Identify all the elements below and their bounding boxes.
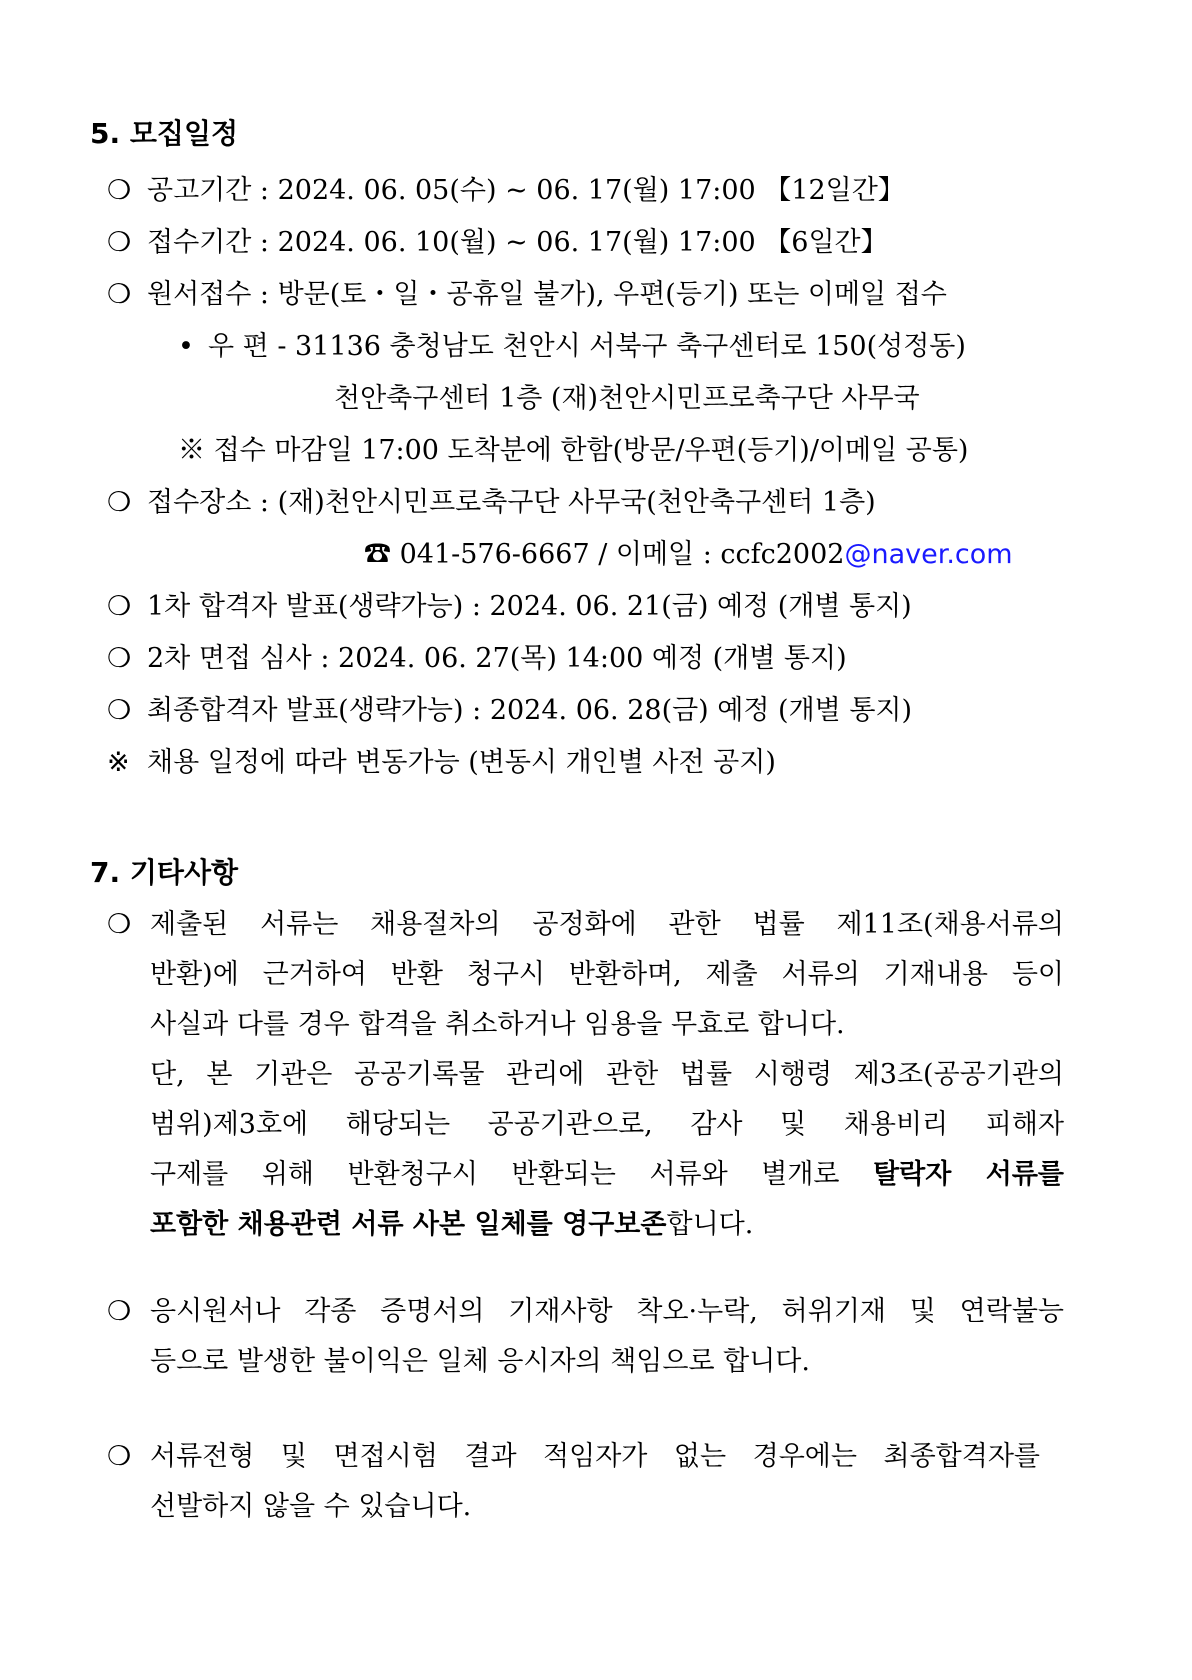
circle-bullet-icon: ❍ — [107, 643, 132, 674]
circle-bullet-icon: ❍ — [107, 227, 132, 258]
para1-line-7 — [150, 1200, 1064, 1250]
contact-line — [364, 538, 1013, 572]
schedule-change-note — [107, 746, 776, 780]
section-5-title: 5. 모집일정 — [90, 117, 239, 150]
para1-line-4: 단, 본 기관은 공공기록물 관리에 관한 법률 시행령 제3조(공공기관의 — [150, 1059, 1064, 1090]
schedule-item-venue — [107, 486, 876, 520]
item-text: 1차 합격자 발표(생략가능) : 2024. 06. 21(금) 예정 (개별 통지) — [147, 591, 912, 622]
para1-line-7-normal: 합니다. — [666, 1209, 754, 1240]
para1-line-7-bold: 포함한 채용관련 서류 사본 일체를 영구보존 — [150, 1209, 667, 1240]
schedule-item-interview — [107, 642, 847, 676]
schedule-item-first-result — [107, 590, 912, 624]
contact-text: 041-576-6667 / 이메일 : ccfc2002 — [399, 539, 845, 570]
circle-bullet-icon: ❍ — [107, 909, 132, 940]
phone-icon: ☎ — [364, 539, 391, 570]
item-text: 채용 일정에 따라 변동가능 (변동시 개인별 사전 공지) — [147, 747, 776, 778]
schedule-item-application-method — [107, 278, 947, 312]
item-text: 접수장소 : (재)천안시민프로축구단 사무국(천안축구센터 1층) — [147, 487, 876, 518]
para2-line-2: 등으로 발생한 불이익은 일체 응시자의 책임으로 합니다. — [150, 1346, 810, 1377]
schedule-item-final-result — [107, 694, 912, 728]
circle-bullet-icon: ❍ — [107, 279, 132, 310]
para2-line-1: 응시원서나 각종 증명서의 기재사항 착오·누락, 허위기재 및 연락불능 — [150, 1296, 1064, 1327]
schedule-item-notice-period — [107, 174, 905, 208]
deadline-note: ※ 접수 마감일 17:00 도착분에 한함(방문/우편(등기)/이메일 공통) — [178, 435, 969, 466]
para3-line-2: 선발하지 않을 수 있습니다. — [150, 1491, 472, 1522]
item-text: 공고기간 : 2024. 06. 05(수) ~ 06. 17(월) 17:00 【12일간】 — [147, 175, 905, 206]
item-text: 접수기간 : 2024. 06. 10(월) ~ 06. 17(월) 17:00 【6일간】 — [147, 227, 888, 258]
item-text: 최종합격자 발표(생략가능) : 2024. 06. 28(금) 예정 (개별 통지) — [147, 695, 913, 726]
para1-line-6 — [150, 1150, 1064, 1200]
section-7-title: 7. 기타사항 — [90, 856, 239, 889]
circle-bullet-icon: ❍ — [107, 1441, 132, 1472]
para3-line-1: 서류전형 및 면접시험 결과 적임자가 없는 경우에는 최종합격자를 — [150, 1441, 1040, 1472]
circle-bullet-icon: ❍ — [107, 1296, 132, 1327]
mail-address-line-2: 천안축구센터 1층 (재)천안시민프로축구단 사무국 — [334, 383, 920, 414]
dot-bullet-icon: • — [178, 331, 194, 362]
para1-line-3: 사실과 다를 경우 합격을 취소하거나 임용을 무효로 합니다. — [150, 1009, 845, 1040]
mail-address-line-1 — [178, 330, 966, 364]
para1-line-2: 반환)에 근거하여 반환 청구시 반환하며, 제출 서류의 기재내용 등이 — [150, 959, 1064, 990]
mail-address-text: 우 편 - 31136 충청남도 천안시 서북구 축구센터로 150(성정동) — [208, 331, 966, 362]
circle-bullet-icon: ❍ — [107, 175, 132, 206]
schedule-item-application-period — [107, 226, 888, 260]
circle-bullet-icon: ❍ — [107, 591, 132, 622]
item-text: 원서접수 : 방문(토・일・공휴일 불가), 우편(등기) 또는 이메일 접수 — [147, 279, 947, 310]
para1-line-6-normal: 구제를 위해 반환청구시 반환되는 서류와 별개로 — [150, 1159, 840, 1190]
circle-bullet-icon: ❍ — [107, 695, 132, 726]
item-text: 2차 면접 심사 : 2024. 06. 27(목) 14:00 예정 (개별 통지) — [147, 643, 847, 674]
para1-line-5: 범위)제3호에 해당되는 공공기관으로, 감사 및 채용비리 피해자 — [150, 1109, 1064, 1140]
para1-line-1: 제출된 서류는 채용절차의 공정화에 관한 법률 제11조(채용서류의 — [150, 909, 1064, 940]
circle-bullet-icon: ❍ — [107, 487, 132, 518]
note-mark-icon: ※ — [107, 747, 130, 778]
para1-line-6-bold: 탈락자 서류를 — [873, 1159, 1064, 1190]
email-domain-link[interactable]: @naver.com — [844, 539, 1013, 570]
